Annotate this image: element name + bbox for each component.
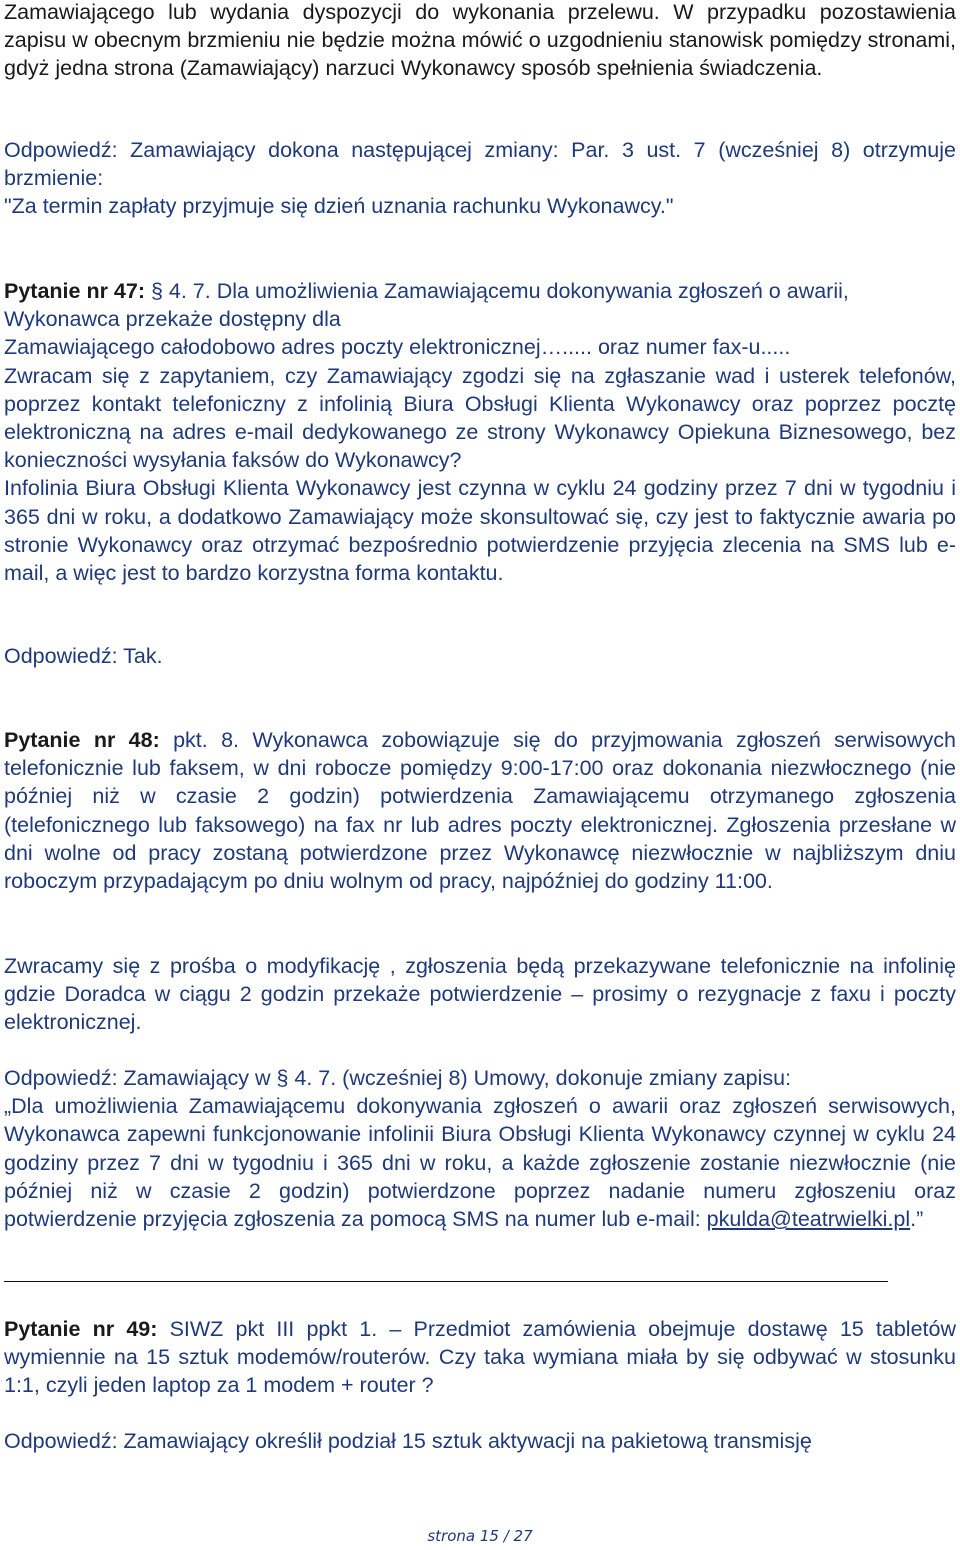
- answer-quote: „Dla umożliwienia Zamawiającemu dokonywania zgłoszeń o awarii oraz zgłoszeń serwisowych, Wykonawca zapewni funkcjonowanie infolinii Biura Obsługi Klienta Wykonawcy czynnej w cyklu 24 godziny przez 7 dni w tygodniu i 365 dni w roku, a każde zgłoszenie zostanie niezwłocznie (nie później niż w czasie 2 godzin) potwierdzone poprzez nadanie numeru zgłoszeniu oraz potwierdzenie przyjęcia zgłoszenia za pomocą SMS na numer lub e-mail:: [4, 1094, 956, 1232]
- question-info: Infolinia Biura Obsługi Klienta Wykonawcy jest czynna w cyklu 24 godziny przez 7 dni w tygodniu i 365 dni w roku, a dodatkowo Zamawiający może skonsultować się, czy jest to faktycznie awaria po stronie Wykonawcy oraz otrzymać bezpośrednio potwierdzenie przyjęcia zlecenia na SMS lub e-mail, a więc jest to bardzo korzystna forma kontaktu.: [4, 476, 956, 586]
- answer-49: [4, 1427, 956, 1455]
- page-number: strona 15 / 27: [427, 1527, 533, 1545]
- answer-text: Zamawiający określił podział 15 sztuk aktywacji na pakietową transmisję: [117, 1429, 812, 1453]
- question-label: Pytanie nr 49:: [4, 1317, 158, 1341]
- answer-46: [4, 136, 956, 221]
- question-intro-2: Wykonawca przekaże dostępny dla: [4, 307, 341, 332]
- question-text: Zwracam się z zapytaniem, czy Zamawiający zgodzi się na zgłaszanie wad i usterek telefonów, poprzez kontakt telefoniczny z infolinią Biura Obsługi Klienta Wykonawcy oraz poprzez pocztę elektroniczną na adres e-mail dedykowanego ze strony Wykonawcy Opiekuna Biznesowego, bez konieczności wysyłania faksów do Wykonawcy?: [4, 363, 956, 473]
- question-text: pkt. 8. Wykonawca zobowiązuje się do przyjmowania zgłoszeń serwisowych telefonicznie lub faksem, w dni robocze pomiędzy 9:00-17:00 oraz dokonania niezwłocznego (nie później niż w czasie 2 godzin) potwierdzenia Zamawiającemu otrzymanego zgłoszenia (telefonicznego lub faksowego) na fax nr lub adres poczty elektronicznej. Zgłoszenia przesłane w dni wolne od pracy zostaną potwierdzone przez Wykonawcę niezwłocznie w najbliższym dniu roboczym przypadającym po dniu wolnym od pracy, najpóźniej do godziny 11:00.: [4, 728, 957, 894]
- question-49: [4, 1315, 956, 1400]
- question-label: Pytanie nr 48:: [4, 728, 160, 752]
- question-text: SIWZ pkt III ppkt 1. – Przedmiot zamówienia obejmuje dostawę 15 tabletów wymiennie na 15 sztuk modemów/routerów. Czy taka wymiana miała by się odbywać w stosunku 1:1, czyli jeden laptop za 1 modem + router ?: [4, 1317, 956, 1398]
- answer-text: Zamawiający dokona następującej zmiany: Par. 3 ust. 7 (wcześniej 8) otrzymuje brzmienie:: [4, 138, 956, 191]
- question-48-request: Zwracamy się z prośba o modyfikację , zgłoszenia będą przekazywane telefonicznie na infolinię gdzie Doradca w ciągu 2 godzin przekaże potwierdzenie – prosimy o rezygnacje z faxu i poczty elektronicznej.: [4, 954, 956, 1035]
- answer-48: [4, 1064, 956, 1233]
- email-link[interactable]: pkulda@teatrwielki.pl: [706, 1207, 911, 1232]
- answer-label: Odpowiedź:: [4, 138, 118, 162]
- answer-intro: Zamawiający w § 4. 7. (wcześniej 8) Umowy, dokonuje zmiany zapisu:: [117, 1066, 792, 1090]
- question-label: Pytanie nr 47:: [4, 279, 145, 303]
- question-intro-1: § 4. 7. Dla umożliwienia Zamawiającemu dokonywania zgłoszeń o awarii,: [145, 279, 849, 303]
- answer-47: [4, 642, 956, 670]
- question-48: [4, 726, 956, 895]
- question-intro-3: Zamawiającego całodobowo adres poczty elektronicznej…..... oraz numer fax-u.....: [4, 335, 791, 360]
- answer-quote-end: .”: [910, 1207, 924, 1232]
- section-divider: [4, 1281, 888, 1282]
- paragraph-continuation: Zamawiającego lub wydania dyspozycji do wykonania przelewu. W przypadku pozostawienia zapisu w obecnym brzmieniu nie będzie można mówić o uzgodnieniu stanowisk pomiędzy stronami, gdyż jedna strona (Zamawiający) narzuci Wykonawcy sposób spełnienia świadczenia.: [4, 0, 956, 81]
- answer-text: Tak.: [117, 644, 163, 668]
- answer-quote: "Za termin zapłaty przyjmuje się dzień uznania rachunku Wykonawcy.": [4, 194, 674, 219]
- answer-label: Odpowiedź:: [4, 644, 118, 668]
- answer-label: Odpowiedź:: [4, 1066, 118, 1090]
- question-47: [4, 277, 956, 587]
- answer-label: Odpowiedź:: [4, 1429, 118, 1453]
